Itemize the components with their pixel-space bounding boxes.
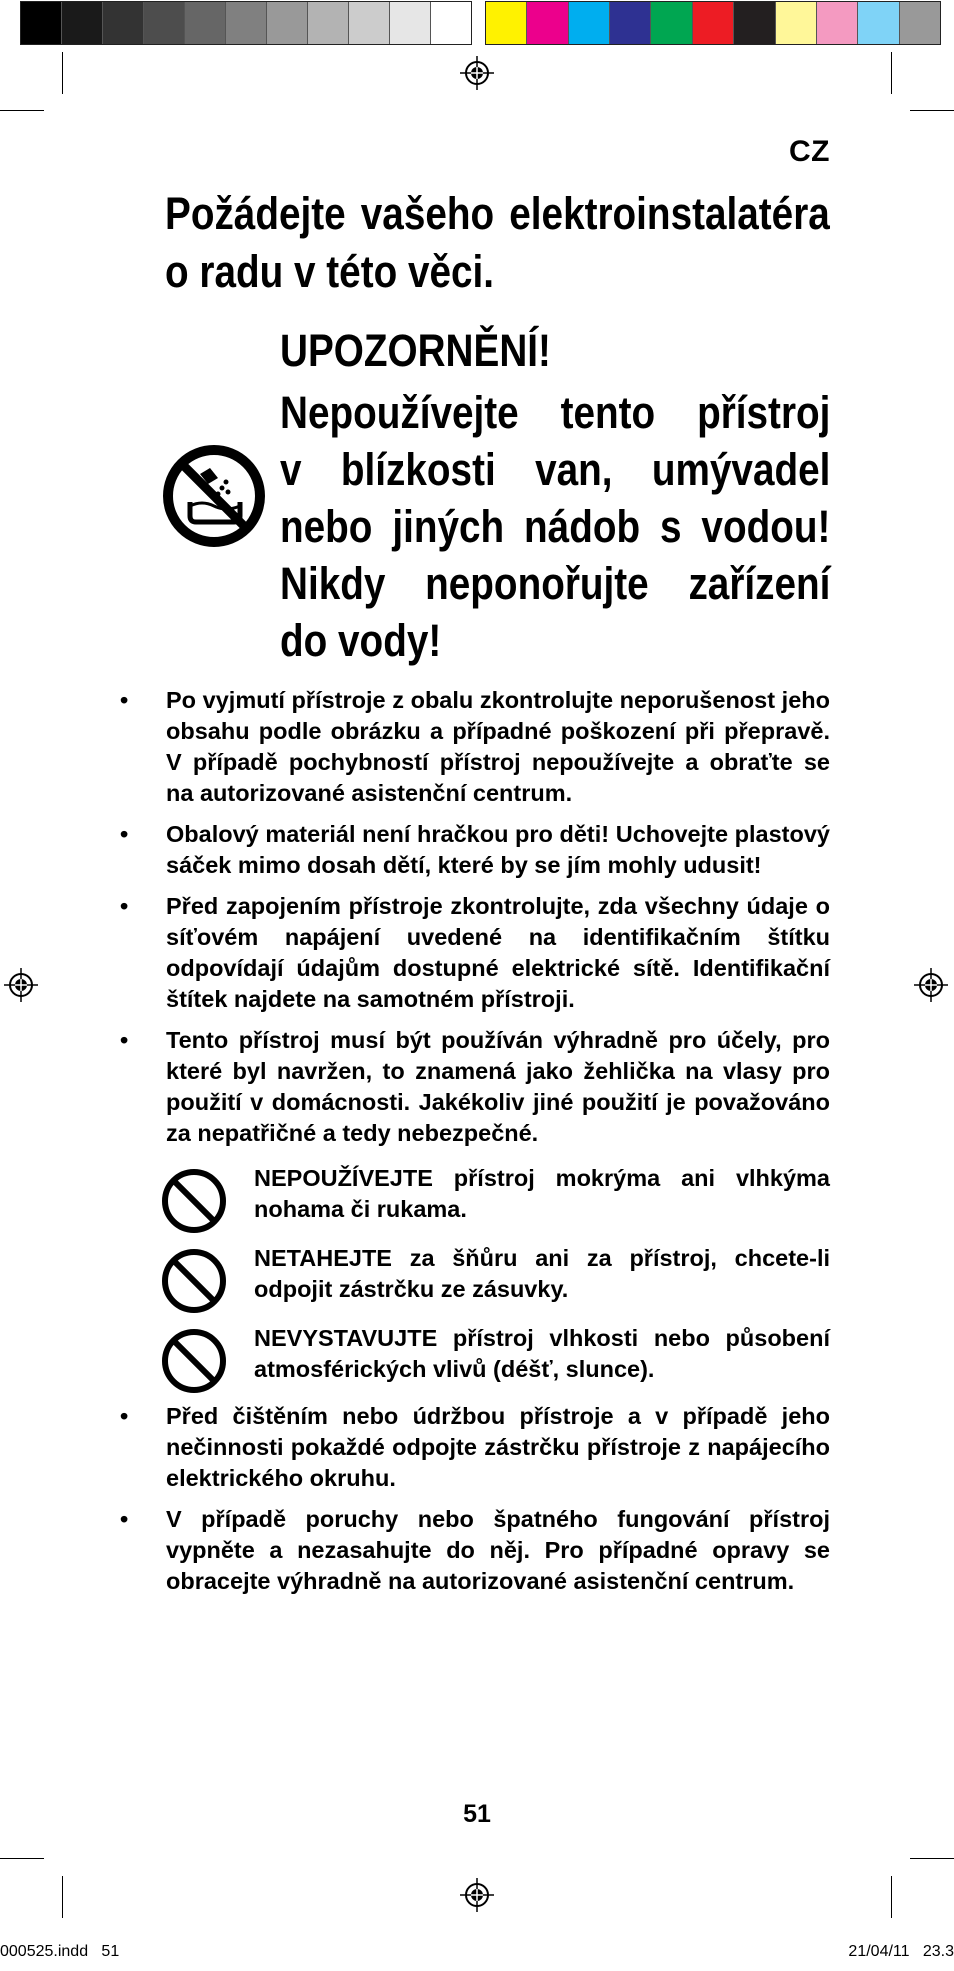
date-slug: 21/04/11 23.3 bbox=[848, 1943, 954, 1960]
color-swatch bbox=[610, 2, 651, 44]
list-item bbox=[120, 1504, 830, 1597]
prohibition-item bbox=[120, 1163, 830, 1239]
warning-line: nebo jiných nádob s vodou! bbox=[280, 501, 831, 552]
color-swatch bbox=[431, 2, 471, 44]
list-item bbox=[120, 819, 830, 881]
color-swatch bbox=[62, 2, 103, 44]
color-swatch bbox=[144, 2, 185, 44]
warning-title: UPOZORNĚNÍ! bbox=[280, 325, 551, 376]
color-swatch bbox=[103, 2, 144, 44]
bullet-dot: • bbox=[120, 1027, 129, 1053]
list-item bbox=[120, 1025, 830, 1149]
color-swatch bbox=[651, 2, 692, 44]
color-swatch bbox=[858, 2, 899, 44]
list-item-text: Obalový materiál není hračkou pro děti! Uchovejte plastový sáček mimo dosah dětí, které by se jím mohly udusit! bbox=[166, 821, 830, 878]
grayscale-color-bar bbox=[20, 1, 472, 45]
page-number: 51 bbox=[463, 1800, 491, 1828]
prohibition-text: NEVYSTAVUJTE přístroj vlhkosti nebo působení atmosférických vlivů (déšť, slunce). bbox=[254, 1325, 830, 1382]
heading-line: o radu v této věci. bbox=[165, 246, 495, 297]
crop-mark bbox=[62, 52, 63, 94]
list-item bbox=[120, 685, 830, 809]
prohibition-item bbox=[120, 1243, 830, 1319]
registration-mark-icon bbox=[460, 56, 494, 90]
no-bathtub-icon bbox=[162, 444, 266, 548]
color-swatch bbox=[693, 2, 734, 44]
prohibited-icon bbox=[160, 1327, 228, 1395]
process-color-bar bbox=[485, 1, 941, 45]
language-code: CZ bbox=[789, 135, 830, 168]
warning-line: do vody! bbox=[280, 615, 442, 666]
prohibition-text: NEPOUŽÍVEJTE přístroj mokrýma ani vlhkýma nohama či rukama. bbox=[254, 1165, 830, 1222]
color-swatch bbox=[226, 2, 267, 44]
crop-mark bbox=[0, 1858, 44, 1859]
registration-mark-icon bbox=[460, 1878, 494, 1912]
warning-line: Nepoužívejte tento přístroj bbox=[280, 387, 831, 438]
list-item-text: Před zapojením přístroje zkontrolujte, zda všechny údaje o síťovém napájení uvedené na identifikačním štítku odpovídají údajům dostupné elektrické sítě. Identifikační štítek najdete na samotném přístroji. bbox=[166, 893, 830, 1012]
crop-mark bbox=[891, 52, 892, 94]
color-swatch bbox=[486, 2, 527, 44]
list-item-text: Tento přístroj musí být používán výhradně pro účely, pro které byl navržen, to znamená jako žehlička na vlasy pro použití v domácnosti. Jakékoliv jiné použití je považováno za nepatřičné a tedy nebezpečné. bbox=[166, 1027, 830, 1146]
registration-mark-icon bbox=[914, 968, 948, 1002]
crop-mark bbox=[0, 110, 44, 111]
heading-line: Požádejte vašeho elektroinstalatéra bbox=[165, 188, 830, 239]
safety-instructions bbox=[120, 685, 830, 1607]
color-swatch bbox=[569, 2, 610, 44]
crop-mark bbox=[62, 1876, 63, 1918]
bullet-dot: • bbox=[120, 1506, 129, 1532]
bullet-dot: • bbox=[120, 893, 129, 919]
bullet-dot: • bbox=[120, 821, 129, 847]
bullet-dot: • bbox=[120, 687, 129, 713]
list-item bbox=[120, 891, 830, 1015]
page-heading bbox=[165, 185, 830, 301]
warning-line: Nikdy neponořujte zařízení bbox=[280, 558, 831, 609]
list-item-text: Po vyjmutí přístroje z obalu zkontrolujte neporušenost jeho obsahu podle obrázku a případné poškození při přepravě. V případě pochybností přístroj nepoužívejte a obraťte se na autorizované asistenční centrum. bbox=[166, 687, 830, 806]
prohibited-icon bbox=[160, 1247, 228, 1315]
list-item bbox=[120, 1401, 830, 1494]
prohibition-item bbox=[120, 1323, 830, 1399]
bullet-dot: • bbox=[120, 1403, 129, 1429]
color-swatch bbox=[900, 2, 940, 44]
color-swatch bbox=[390, 2, 431, 44]
file-slug: 000525.indd 51 bbox=[0, 1943, 120, 1960]
crop-mark bbox=[910, 1858, 954, 1859]
list-item-text: V případě poruchy nebo špatného fungování přístroj vypněte a nezasahujte do něj. Pro případné opravy se obracejte výhradně na autorizované asistenční centrum. bbox=[166, 1506, 830, 1594]
prohibited-icon bbox=[160, 1167, 228, 1235]
warning-text bbox=[280, 384, 830, 669]
color-swatch bbox=[185, 2, 226, 44]
list-item-text: Před čištěním nebo údržbou přístroje a v případě jeho nečinnosti pokaždé odpojte zástrčku přístroje z napájecího elektrického okruhu. bbox=[166, 1403, 830, 1491]
color-swatch bbox=[267, 2, 308, 44]
color-swatch bbox=[527, 2, 568, 44]
warning-line: v blízkosti van, umývadel bbox=[280, 444, 831, 495]
color-swatch bbox=[817, 2, 858, 44]
color-swatch bbox=[734, 2, 775, 44]
color-swatch bbox=[308, 2, 349, 44]
registration-mark-icon bbox=[4, 968, 38, 1002]
color-swatch bbox=[21, 2, 62, 44]
color-swatch bbox=[349, 2, 390, 44]
prohibition-text: NETAHEJTE za šňůru ani za přístroj, chcete-li odpojit zástrčku ze zásuvky. bbox=[254, 1245, 830, 1302]
color-swatch bbox=[776, 2, 817, 44]
crop-mark bbox=[910, 110, 954, 111]
crop-mark bbox=[891, 1876, 892, 1918]
